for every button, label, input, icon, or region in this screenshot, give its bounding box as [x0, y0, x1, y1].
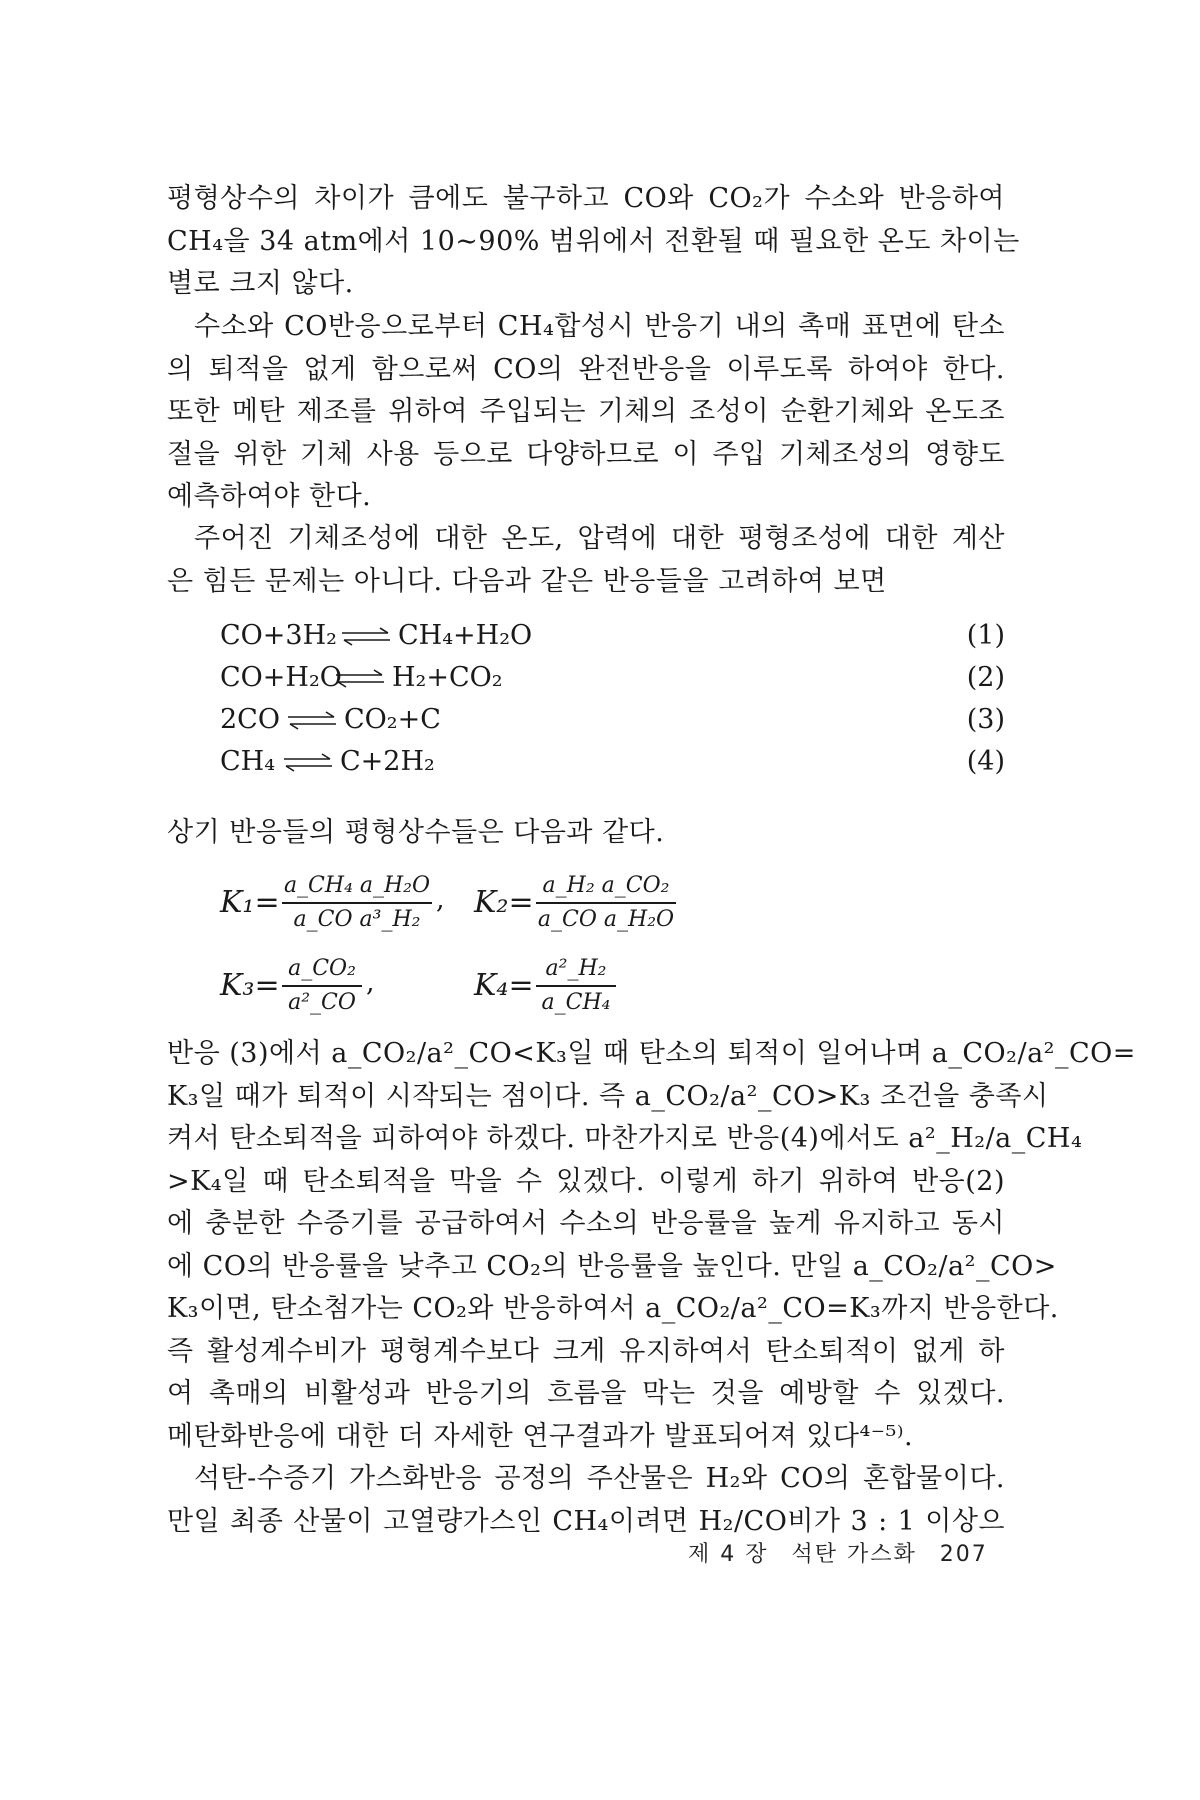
chapter-number: 제 4 장 [688, 1542, 769, 1567]
text-line: 즉 활성계수비가 평형계수보다 크게 유지하여서 탄소퇴적이 없게 하 [167, 1335, 1005, 1367]
text-line: 반응 (3)에서 a_CO₂/a²_CO<K₃일 때 탄소의 퇴적이 일어나며 a_CO₂/a²_CO= [167, 1038, 1136, 1069]
text-line: 별로 크지 않다. [167, 268, 354, 299]
fraction-bar [536, 985, 616, 987]
page-number: 207 [939, 1542, 988, 1567]
paragraph-7 [167, 1458, 1005, 1543]
equilibrium-arrow-icon [332, 659, 388, 699]
equation-rhs: H₂+CO₂ [392, 662, 503, 693]
text-line: 은 힘든 문제는 아니다. 다음과 같은 반응들을 고려하여 보면 [167, 565, 887, 597]
page-footer [688, 1537, 1002, 1568]
fraction-numerator: a_H₂ a_CO₂ [542, 873, 670, 898]
text-line: 수소와 CO반응으로부터 CH₄합성시 반응기 내의 촉매 표면에 탄소 [194, 311, 1005, 342]
equation-number: (4) [966, 746, 1005, 777]
text-line: 여 촉매의 비활성과 반응기의 흐름을 막는 것을 예방할 수 있겠다. [167, 1378, 1005, 1409]
equation-rhs: CH₄+H₂O [398, 620, 533, 651]
text-line: 에 CO의 반응률을 낮추고 CO₂의 반응률을 높인다. 만일 a_CO₂/a²_CO> [167, 1250, 1057, 1282]
equation-rhs: C+2H₂ [340, 746, 435, 777]
paragraph-6 [167, 1033, 1136, 1458]
equation-number: (1) [966, 620, 1005, 651]
equation-number: (2) [966, 662, 1005, 693]
fraction-denominator: a_CO a³_H₂ [293, 907, 421, 932]
constant-fraction [282, 955, 362, 1017]
equation-lhs: CO+H₂O [220, 662, 342, 693]
equation-lhs: CH₄ [220, 746, 276, 777]
text-line: 의 퇴적을 없게 함으로써 CO의 완전반응을 이루도록 하여야 한다. [167, 353, 1005, 385]
text-line: 평형상수의 차이가 큼에도 불구하고 CO와 CO₂가 수소와 반응하여 [167, 183, 1005, 214]
text-line: 상기 반응들의 평형상수들은 다음과 같다. [167, 817, 665, 848]
paragraph-4 [167, 812, 1005, 855]
text-line: 만일 최종 산물이 고열량가스인 CH₄이려면 H₂/CO비가 3 : 1 이상으 [167, 1505, 1005, 1537]
paragraph-2 [167, 306, 1005, 519]
constant-label: K₁= [220, 885, 280, 920]
text-line: 주어진 기체조성에 대한 온도, 압력에 대한 평형조성에 대한 계산 [194, 523, 1005, 554]
fraction-denominator: a_CH₄ [541, 990, 611, 1015]
equation-3 [220, 704, 1005, 744]
text-line: K₃일 때가 퇴적이 시작되는 점이다. 즉 a_CO₂/a²_CO>K₃ 조건을 충족시 [167, 1080, 1049, 1112]
constant-label: K₃= [220, 968, 280, 1003]
fraction-bar [282, 985, 362, 987]
fraction-denominator: a²_CO [288, 990, 356, 1015]
equation-rhs: CO₂+C [344, 704, 441, 735]
separator: , [436, 884, 445, 915]
constant-label: K₂= [474, 885, 534, 920]
text-line: >K₄일 때 탄소퇴적을 막을 수 있겠다. 이렇게 하기 위하여 반응(2) [167, 1165, 1005, 1197]
paragraph-3 [167, 518, 1005, 603]
equilibrium-arrow-icon [280, 743, 336, 783]
text-line: 에 충분한 수증기를 공급하여서 수소의 반응률을 높게 유지하고 동시 [167, 1208, 1005, 1239]
equation-lhs: CO+3H₂ [220, 620, 337, 651]
constant-fraction [536, 872, 676, 934]
fraction-numerator: a²_H₂ [545, 956, 607, 981]
fraction-numerator: a_CO₂ [288, 956, 356, 981]
text-line: 켜서 탄소퇴적을 피하여야 하겠다. 마찬가지로 반응(4)에서도 a²_H₂/a_CH₄ [167, 1123, 1083, 1154]
text-line: CH₄을 34 atm에서 10∼90% 범위에서 전환될 때 필요한 온도 차이는 [167, 225, 1020, 257]
equation-4 [220, 746, 1005, 786]
separator: , [366, 967, 375, 998]
text-line: K₃이면, 탄소첨가는 CO₂와 반응하여서 a_CO₂/a²_CO=K₃까지 반응한다. [167, 1293, 1059, 1324]
text-line: 절을 위한 기체 사용 등으로 다양하므로 이 주입 기체조성의 영향도 [167, 438, 1005, 470]
fraction-bar [282, 902, 432, 904]
equation-2 [220, 662, 1005, 702]
equilibrium-arrow-icon [284, 701, 340, 741]
equation-lhs: 2CO [220, 704, 280, 735]
constant-fraction [282, 872, 432, 934]
text-line: 석탄-수증기 가스화반응 공정의 주산물은 H₂와 CO의 혼합물이다. [194, 1463, 1005, 1494]
equation-1 [220, 620, 1005, 660]
paragraph-1 [167, 178, 1020, 306]
fraction-bar [536, 902, 676, 904]
fraction-denominator: a_CO a_H₂O [537, 907, 675, 932]
text-line: 예측하여야 한다. [167, 481, 372, 512]
text-line: 메탄화반응에 대한 더 자세한 연구결과가 발표되어져 있다⁴⁻⁵⁾. [167, 1420, 914, 1452]
equation-number: (3) [966, 704, 1005, 735]
equilibrium-arrow-icon [338, 617, 394, 657]
constant-fraction [536, 955, 616, 1017]
constant-label: K₄= [474, 968, 534, 1003]
text-line: 또한 메탄 제조를 위하여 주입되는 기체의 조성이 순환기체와 온도조 [167, 396, 1005, 427]
fraction-numerator: a_CH₄ a_H₂O [283, 873, 431, 898]
chapter-title: 석탄 가스화 [791, 1542, 917, 1567]
